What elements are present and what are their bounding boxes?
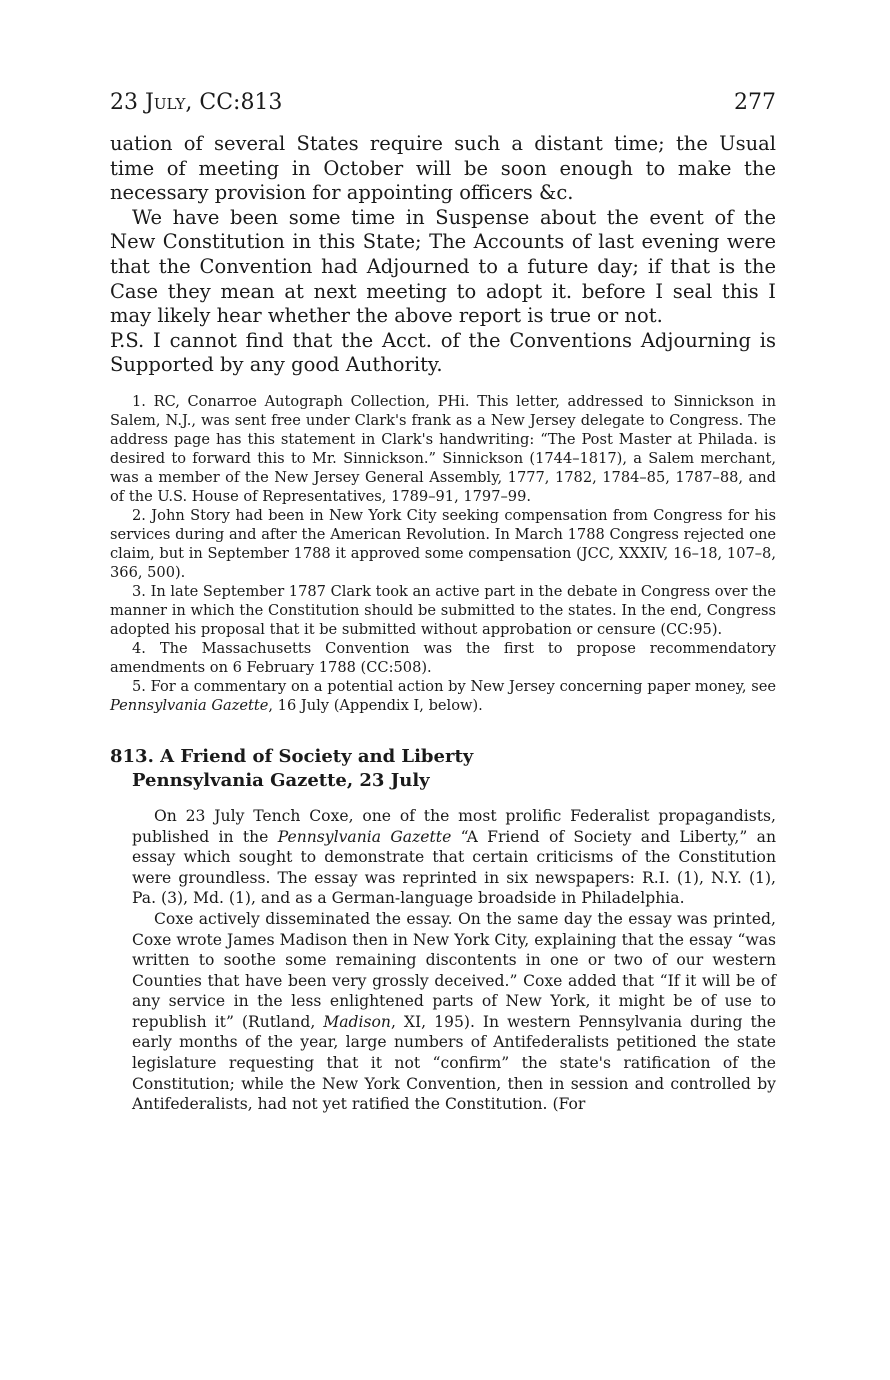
letter-postscript: P.S. I cannot find that the Acct. of the Conventions Adjourning is Supported by any good Authority. (110, 328, 776, 377)
page-number: 277 (734, 90, 776, 115)
page (110, 88, 776, 1115)
header-date-ref: 23 July, CC:813 (110, 90, 283, 115)
intro-paragraph-2: Coxe actively disseminated the essay. On the same day the essay was printed, Coxe wrote James Madison then in New York City, explaining that the essay “was written to soothe some remaining discontents in one or two of our western Counties that have been very grossly deceived.” Coxe added that “If it will be of any service in the less enlightened parts of New York, it might be of use to republish it” (Rutland, Madison, XI, 195). In western Pennsylvania during the early months of the year, large numbers of Antifederalists petitioned the state legislature requesting that it not “confirm” the state's ratification of the Constitution; while the New York Convention, then in session and controlled by Antifederalists, had not yet ratified the Constitution. (For (132, 909, 776, 1114)
footnote-5: 5. For a commentary on a potential action by New Jersey concerning paper money, see Pennsylvania Gazette, 16 July (Appendix I, below). (110, 677, 776, 714)
letter-paragraph: We have been some time in Suspense about the event of the New Constitution in this State; The Accounts of last evening were that the Convention had Adjourned to a future day; if that is the Case they mean at next meeting to adopt it. before I seal this I may likely hear whether the above report is true or not. (110, 205, 776, 328)
section-title-line-2: Pennsylvania Gazette, 23 July (132, 769, 430, 791)
footnote-1: 1. RC, Conarroe Autograph Collection, PHi. This letter, addressed to Sinnickson in Salem, N.J., was sent free under Clark's frank as a New Jersey delegate to Congress. The address page has this statement in Clark's handwriting: “The Post Master at Philada. is desired to forward this to Mr. Sinnickson.” Sinnickson (1744–1817), a Salem merchant, was a member of the New Jersey General Assembly, 1777, 1782, 1784–85, 1787–88, and of the U.S. House of Representatives, 1789–91, 1797–99. (110, 392, 776, 505)
section-heading (110, 745, 776, 793)
footnote-2: 2. John Story had been in New York City seeking compensation from Congress for his services during and after the American Revolution. In March 1788 Congress rejected one claim, but in September 1788 it approved some compensation (JCC, XXXIV, 16–18, 107–8, 366, 500). (110, 506, 776, 581)
footnotes (110, 392, 776, 715)
letter-paragraph: uation of several States require such a distant time; the Usual time of meeting in October will be soon enough to make the necessary provision for appointing officers &c. (110, 132, 776, 205)
running-header (110, 88, 776, 118)
letter-body (110, 132, 776, 378)
section-title-line-1: 813. A Friend of Society and Liberty (110, 745, 474, 767)
footnote-3: 3. In late September 1787 Clark took an active part in the debate in Congress over the manner in which the Constitution should be submitted to the states. In the end, Congress adopted his proposal that it be submitted without approbation or censure (CC:95). (110, 582, 776, 638)
editorial-intro (132, 806, 776, 1115)
footnote-4: 4. The Massachusetts Convention was the first to propose recommendatory amendments on 6 February 1788 (CC:508). (110, 639, 776, 676)
intro-paragraph-1: On 23 July Tench Coxe, one of the most prolific Federalist propagandists, published in the Pennsylvania Gazette “A Friend of Society and Liberty,” an essay which sought to demonstrate that certain criticisms of the Constitution were groundless. The essay was reprinted in six newspapers: R.I. (1), N.Y. (1), Pa. (3), Md. (1), and as a German-language broadside in Philadelphia. (132, 806, 776, 908)
